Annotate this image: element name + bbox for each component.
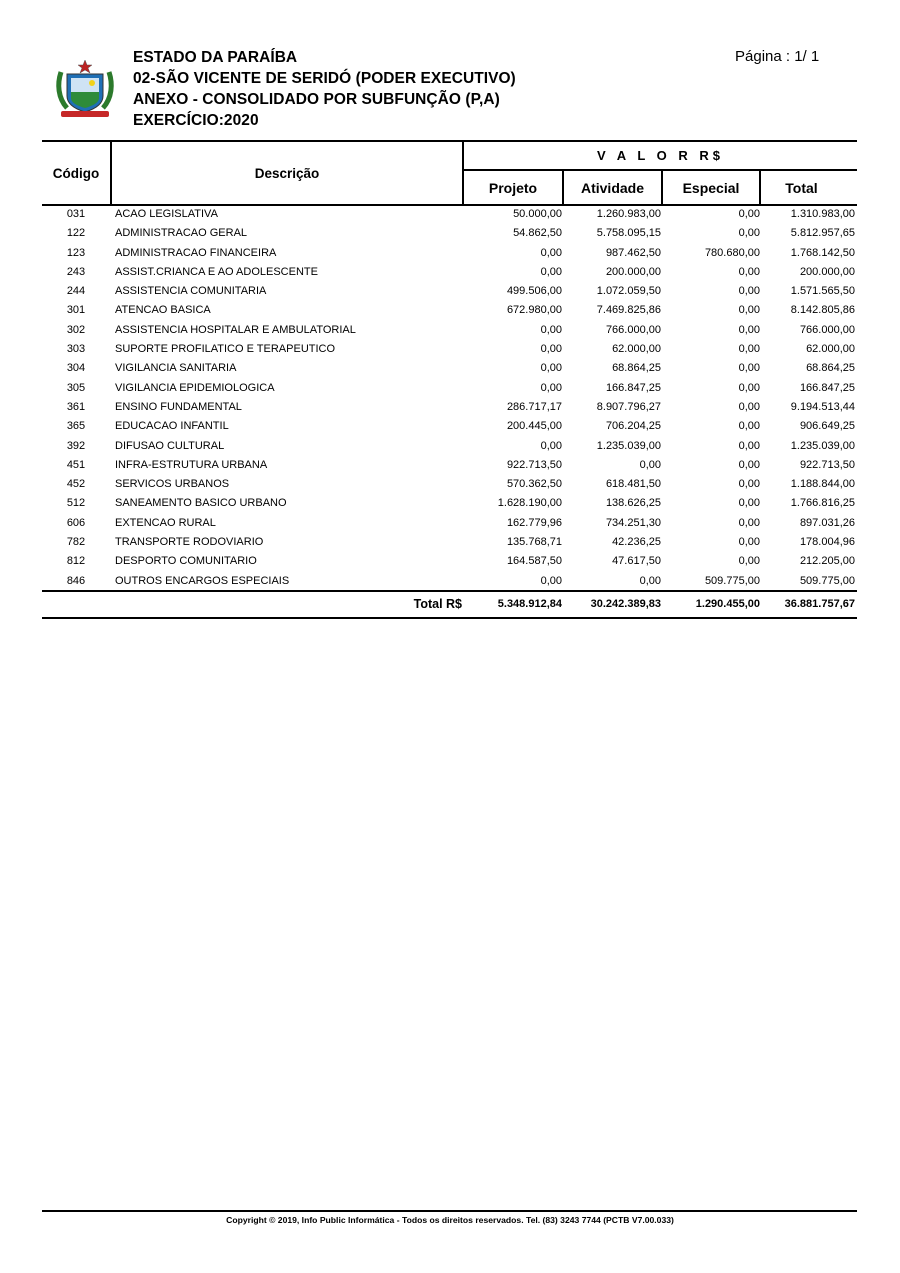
cell-codigo: 123 xyxy=(66,246,86,259)
cell-atividade: 8.907.796,27 xyxy=(596,400,661,413)
cell-total: 8.142.805,86 xyxy=(790,304,855,317)
cell-especial: 0,00 xyxy=(738,343,760,356)
cell-total: 906.649,25 xyxy=(799,420,855,433)
cell-total: 178.004,96 xyxy=(799,536,855,549)
cell-total: 1.571.565,50 xyxy=(790,285,855,298)
cell-atividade: 42.236,25 xyxy=(612,536,661,549)
cell-atividade: 138.626,25 xyxy=(605,497,661,510)
cell-codigo: 122 xyxy=(66,227,86,240)
cell-descricao: VIGILANCIA SANITARIA xyxy=(115,362,237,375)
cell-descricao: VIGILANCIA EPIDEMIOLOGICA xyxy=(115,381,275,394)
cell-codigo: 512 xyxy=(66,497,86,510)
cell-projeto: 0,00 xyxy=(540,323,562,336)
cell-total: 1.766.816,25 xyxy=(790,497,855,510)
cell-descricao: ADMINISTRACAO FINANCEIRA xyxy=(115,246,277,259)
cell-total: 1.188.844,00 xyxy=(790,478,855,491)
cell-codigo: 304 xyxy=(66,362,86,375)
cell-especial: 0,00 xyxy=(738,555,760,568)
table-row xyxy=(42,533,857,552)
cell-descricao: ENSINO FUNDAMENTAL xyxy=(115,400,242,413)
cell-atividade: 62.000,00 xyxy=(612,343,661,356)
cell-codigo: 451 xyxy=(66,458,86,471)
cell-descricao: SERVICOS URBANOS xyxy=(115,478,230,491)
table-body xyxy=(42,205,857,591)
column-header-projeto: Projeto xyxy=(488,179,538,196)
entity-name: 02-SÃO VICENTE DE SERIDÓ (PODER EXECUTIVO) xyxy=(133,70,516,87)
cell-projeto: 162.779,96 xyxy=(506,516,562,529)
cell-projeto: 200.445,00 xyxy=(506,420,562,433)
cell-projeto: 50.000,00 xyxy=(513,208,562,220)
cell-codigo: 846 xyxy=(66,574,86,587)
cell-especial: 0,00 xyxy=(738,381,760,394)
cell-projeto: 0,00 xyxy=(540,381,562,394)
table-row xyxy=(42,282,857,301)
cell-projeto: 135.768,71 xyxy=(506,536,562,549)
table-header xyxy=(42,142,857,206)
cell-codigo: 302 xyxy=(66,323,86,336)
table-row xyxy=(42,321,857,340)
report-titles xyxy=(133,47,516,131)
cell-especial: 0,00 xyxy=(738,227,760,240)
totals-bottom-divider xyxy=(42,617,857,619)
cell-codigo: 606 xyxy=(66,516,86,529)
cell-codigo: 782 xyxy=(66,536,86,549)
cell-total: 766.000,00 xyxy=(799,323,855,336)
cell-codigo: 301 xyxy=(66,304,86,317)
cell-projeto: 0,00 xyxy=(540,362,562,375)
cell-descricao: ACAO LEGISLATIVA xyxy=(115,208,218,220)
cell-codigo: 031 xyxy=(66,208,86,220)
table-row xyxy=(42,301,857,320)
total-geral: 36.881.757,67 xyxy=(784,598,855,610)
cell-projeto: 499.506,00 xyxy=(506,285,562,298)
cell-total: 897.031,26 xyxy=(799,516,855,529)
cell-especial: 780.680,00 xyxy=(704,246,760,259)
cell-atividade: 0,00 xyxy=(639,458,661,471)
cell-projeto: 54.862,50 xyxy=(513,227,562,240)
cell-total: 212.205,00 xyxy=(799,555,855,568)
total-atividade: 30.242.389,83 xyxy=(590,598,661,610)
cell-especial: 0,00 xyxy=(738,304,760,317)
footer-copyright: Copyright © 2019, Info Public Informática - Todos os direitos reservados. Tel. (83) 3243 7744 (PCTB V7.00.033) xyxy=(226,1215,674,1225)
cell-projeto: 672.980,00 xyxy=(506,304,562,317)
cell-total: 1.235.039,00 xyxy=(790,439,855,452)
cell-descricao: TRANSPORTE RODOVIARIO xyxy=(115,536,264,549)
cell-codigo: 812 xyxy=(66,555,86,568)
cell-atividade: 166.847,25 xyxy=(605,381,661,394)
cell-total: 1.768.142,50 xyxy=(790,246,855,259)
cell-atividade: 68.864,25 xyxy=(612,362,661,375)
totals-row xyxy=(42,592,857,617)
cell-total: 5.812.957,65 xyxy=(790,227,855,240)
cell-codigo: 365 xyxy=(66,420,86,433)
table-row xyxy=(42,552,857,571)
cell-projeto: 1.628.190,00 xyxy=(497,497,562,510)
cell-descricao: ASSISTENCIA COMUNITARIA xyxy=(115,285,267,298)
column-header-descricao: Descrição xyxy=(254,165,320,181)
cell-descricao: SANEAMENTO BASICO URBANO xyxy=(115,497,287,510)
cell-especial: 0,00 xyxy=(738,516,760,529)
cell-total: 1.310.983,00 xyxy=(790,208,855,220)
cell-descricao: EXTENCAO RURAL xyxy=(115,516,216,529)
total-especial: 1.290.455,00 xyxy=(695,598,760,610)
cell-total: 9.194.513,44 xyxy=(790,400,855,413)
table-row xyxy=(42,572,857,591)
cell-atividade: 1.260.983,00 xyxy=(596,208,661,220)
cell-descricao: INFRA-ESTRUTURA URBANA xyxy=(115,458,268,471)
table-row xyxy=(42,224,857,243)
cell-especial: 0,00 xyxy=(738,362,760,375)
cell-projeto: 286.717,17 xyxy=(506,400,562,413)
table-row xyxy=(42,437,857,456)
cell-especial: 0,00 xyxy=(738,536,760,549)
cell-projeto: 0,00 xyxy=(540,265,562,278)
cell-atividade: 618.481,50 xyxy=(605,478,661,491)
cell-atividade: 987.462,50 xyxy=(605,246,661,259)
cell-codigo: 303 xyxy=(66,343,86,356)
cell-especial: 509.775,00 xyxy=(704,574,760,587)
cell-projeto: 0,00 xyxy=(540,439,562,452)
cell-projeto: 0,00 xyxy=(540,574,562,587)
table-row xyxy=(42,263,857,282)
cell-atividade: 706.204,25 xyxy=(605,420,661,433)
cell-projeto: 0,00 xyxy=(540,343,562,356)
cell-total: 922.713,50 xyxy=(799,458,855,471)
cell-atividade: 5.758.095,15 xyxy=(596,227,661,240)
page-number: Página : 1/ 1 xyxy=(735,48,820,65)
cell-descricao: ASSISTENCIA HOSPITALAR E AMBULATORIAL xyxy=(115,323,356,336)
table-row xyxy=(42,205,857,224)
cell-projeto: 570.362,50 xyxy=(506,478,562,491)
cell-projeto: 0,00 xyxy=(540,246,562,259)
report-title: ANEXO - CONSOLIDADO POR SUBFUNÇÃO (P,A) xyxy=(133,91,500,108)
table-row xyxy=(42,417,857,436)
table-row xyxy=(42,398,857,417)
cell-total: 200.000,00 xyxy=(799,265,855,278)
total-projeto: 5.348.912,84 xyxy=(497,598,562,610)
cell-descricao: EDUCACAO INFANTIL xyxy=(115,420,229,433)
column-header-codigo: Código xyxy=(52,165,100,181)
table-row xyxy=(42,494,857,513)
cell-descricao: ASSIST.CRIANCA E AO ADOLESCENTE xyxy=(115,265,318,278)
cell-descricao: OUTROS ENCARGOS ESPECIAIS xyxy=(115,574,290,587)
cell-projeto: 164.587,50 xyxy=(506,555,562,568)
cell-especial: 0,00 xyxy=(738,420,760,433)
cell-atividade: 200.000,00 xyxy=(605,265,661,278)
table-row xyxy=(42,359,857,378)
paraiba-coat-of-arms-icon xyxy=(55,58,115,120)
table-row xyxy=(42,340,857,359)
totals-label: Total R$ xyxy=(413,597,462,611)
cell-descricao: SUPORTE PROFILATICO E TERAPEUTICO xyxy=(115,343,336,356)
cell-especial: 0,00 xyxy=(738,458,760,471)
footer-divider xyxy=(42,1210,857,1212)
cell-codigo: 305 xyxy=(66,381,86,394)
cell-especial: 0,00 xyxy=(738,265,760,278)
column-header-atividade: Atividade xyxy=(580,179,644,196)
cell-descricao: DESPORTO COMUNITARIO xyxy=(115,555,257,568)
cell-atividade: 7.469.825,86 xyxy=(596,304,661,317)
cell-atividade: 766.000,00 xyxy=(605,323,661,336)
table-row xyxy=(42,475,857,494)
column-header-total: Total xyxy=(785,179,818,196)
cell-especial: 0,00 xyxy=(738,285,760,298)
table-row xyxy=(42,244,857,263)
cell-especial: 0,00 xyxy=(738,497,760,510)
cell-atividade: 734.251,30 xyxy=(605,516,661,529)
report-header xyxy=(0,0,900,140)
column-header-especial: Especial xyxy=(682,179,740,196)
table-row xyxy=(42,456,857,475)
cell-total: 166.847,25 xyxy=(799,381,855,394)
cell-atividade: 1.235.039,00 xyxy=(596,439,661,452)
cell-especial: 0,00 xyxy=(738,323,760,336)
cell-codigo: 361 xyxy=(66,400,86,413)
cell-especial: 0,00 xyxy=(738,439,760,452)
cell-total: 62.000,00 xyxy=(806,343,855,356)
cell-especial: 0,00 xyxy=(738,400,760,413)
cell-codigo: 243 xyxy=(66,265,86,278)
table-row xyxy=(42,379,857,398)
cell-atividade: 0,00 xyxy=(639,574,661,587)
cell-total: 68.864,25 xyxy=(806,362,855,375)
cell-projeto: 922.713,50 xyxy=(506,458,562,471)
cell-descricao: ADMINISTRACAO GERAL xyxy=(115,227,248,240)
cell-total: 509.775,00 xyxy=(799,574,855,587)
cell-descricao: DIFUSAO CULTURAL xyxy=(115,439,225,452)
cell-codigo: 452 xyxy=(66,478,86,491)
column-group-valor: V A L O R R$ xyxy=(597,148,724,163)
state-name: ESTADO DA PARAÍBA xyxy=(133,49,298,66)
cell-descricao: ATENCAO BASICA xyxy=(115,304,211,317)
cell-codigo: 392 xyxy=(66,439,86,452)
cell-especial: 0,00 xyxy=(738,208,760,220)
cell-atividade: 47.617,50 xyxy=(612,555,661,568)
cell-atividade: 1.072.059,50 xyxy=(596,285,661,298)
table-row xyxy=(42,514,857,533)
cell-codigo: 244 xyxy=(66,285,86,298)
cell-especial: 0,00 xyxy=(738,478,760,491)
fiscal-year: EXERCÍCIO:2020 xyxy=(133,112,259,129)
